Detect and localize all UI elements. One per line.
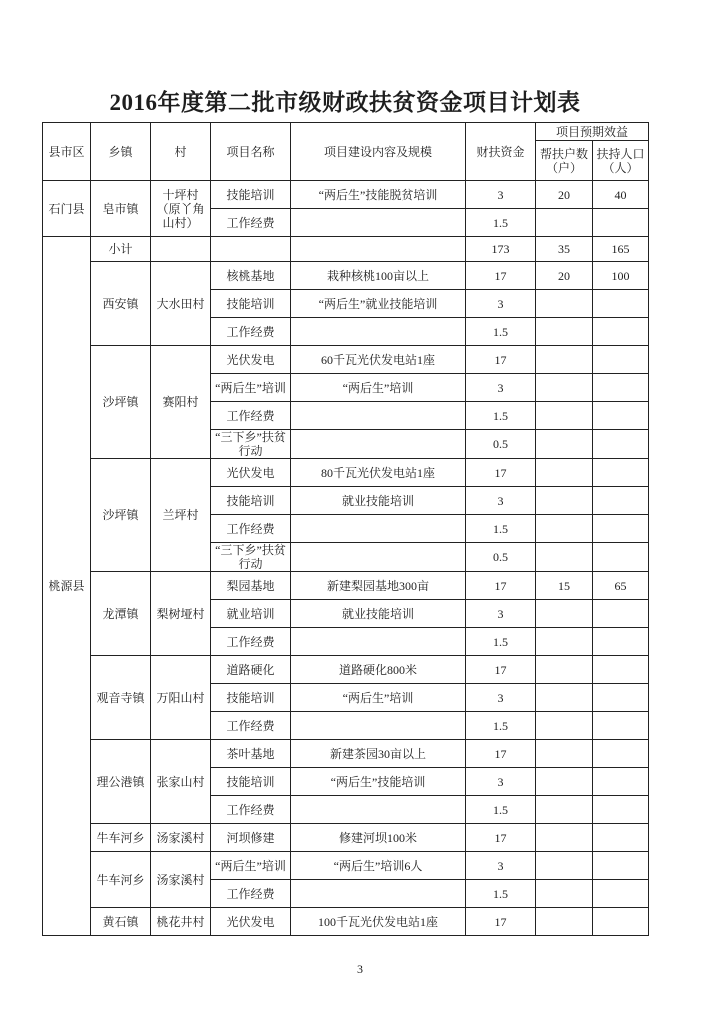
table-row xyxy=(43,459,649,487)
project-content-cell: “两后生”培训 xyxy=(291,684,466,712)
funds-cell: 17 xyxy=(466,908,536,936)
project-content-cell xyxy=(291,515,466,543)
table-row xyxy=(43,740,649,768)
project-content-cell: “两后生”技能培训 xyxy=(291,768,466,796)
project-name-cell: “两后生”培训 xyxy=(211,374,291,402)
funds-cell: 17 xyxy=(466,262,536,290)
project-name-cell: “三下乡”扶贫行动 xyxy=(211,543,291,572)
header-households xyxy=(536,141,593,181)
funds-cell: 1.5 xyxy=(466,402,536,430)
project-content-cell: “两后生”技能脱贫培训 xyxy=(291,181,466,209)
population-cell xyxy=(593,318,649,346)
population-cell xyxy=(593,209,649,237)
population-cell xyxy=(593,908,649,936)
header-town: 乡镇 xyxy=(91,123,151,181)
header-households-unit: （户） xyxy=(545,160,582,175)
project-name-cell: 工作经费 xyxy=(211,628,291,656)
funds-cell: 1.5 xyxy=(466,628,536,656)
population-cell xyxy=(593,515,649,543)
population-cell: 40 xyxy=(593,181,649,209)
town-cell: 牛车河乡 xyxy=(91,824,151,852)
project-name-cell: 工作经费 xyxy=(211,712,291,740)
town-cell: 龙潭镇 xyxy=(91,572,151,656)
project-content-cell: 100千瓦光伏发电站1座 xyxy=(291,908,466,936)
subtotal-project-cell xyxy=(211,237,291,262)
households-cell xyxy=(536,209,593,237)
county-cell: 石门县 xyxy=(43,181,91,237)
town-cell: 观音寺镇 xyxy=(91,656,151,740)
project-content-cell: “两后生”就业技能培训 xyxy=(291,290,466,318)
table-row xyxy=(43,656,649,684)
population-cell xyxy=(593,656,649,684)
households-cell xyxy=(536,824,593,852)
project-name-cell: 核桃基地 xyxy=(211,262,291,290)
funds-cell: 17 xyxy=(466,572,536,600)
households-cell xyxy=(536,712,593,740)
project-content-cell: 道路硬化800米 xyxy=(291,656,466,684)
project-plan-table xyxy=(42,122,649,936)
households-cell: 20 xyxy=(536,181,593,209)
project-name-cell: “三下乡”扶贫行动 xyxy=(211,430,291,459)
funds-cell: 3 xyxy=(466,852,536,880)
table-header xyxy=(43,123,649,181)
subtotal-population: 165 xyxy=(593,237,649,262)
project-content-cell: 栽种核桃100亩以上 xyxy=(291,262,466,290)
table-row xyxy=(43,181,649,209)
subtotal-label: 小计 xyxy=(91,237,151,262)
project-content-cell xyxy=(291,628,466,656)
project-content-cell: “两后生”培训 xyxy=(291,374,466,402)
households-cell xyxy=(536,402,593,430)
project-content-cell: 新建梨园基地300亩 xyxy=(291,572,466,600)
funds-cell: 3 xyxy=(466,374,536,402)
households-cell xyxy=(536,515,593,543)
population-cell xyxy=(593,880,649,908)
project-name-cell: 工作经费 xyxy=(211,402,291,430)
population-cell xyxy=(593,543,649,572)
project-name-cell: 茶叶基地 xyxy=(211,740,291,768)
households-cell: 20 xyxy=(536,262,593,290)
project-content-cell: 80千瓦光伏发电站1座 xyxy=(291,459,466,487)
funds-cell: 3 xyxy=(466,768,536,796)
population-cell xyxy=(593,459,649,487)
households-cell xyxy=(536,656,593,684)
funds-cell: 3 xyxy=(466,684,536,712)
village-cell: 赛阳村 xyxy=(151,346,211,459)
population-cell xyxy=(593,600,649,628)
project-name-cell: 技能培训 xyxy=(211,290,291,318)
project-content-cell xyxy=(291,430,466,459)
project-content-cell xyxy=(291,318,466,346)
project-content-cell: “两后生”培训6人 xyxy=(291,852,466,880)
town-cell: 沙坪镇 xyxy=(91,459,151,572)
header-households-label: 帮扶户数 xyxy=(539,146,588,161)
project-content-cell: 就业技能培训 xyxy=(291,600,466,628)
funds-cell: 3 xyxy=(466,600,536,628)
table-row xyxy=(43,852,649,880)
funds-cell: 17 xyxy=(466,459,536,487)
project-name-cell: 就业培训 xyxy=(211,600,291,628)
project-name-cell: 光伏发电 xyxy=(211,908,291,936)
village-cell: 汤家溪村 xyxy=(151,824,211,852)
project-content-cell xyxy=(291,712,466,740)
project-name-cell: 工作经费 xyxy=(211,796,291,824)
households-cell xyxy=(536,600,593,628)
population-cell xyxy=(593,824,649,852)
table-row xyxy=(43,346,649,374)
population-cell xyxy=(593,374,649,402)
funds-cell: 1.5 xyxy=(466,796,536,824)
project-name-cell: 工作经费 xyxy=(211,209,291,237)
table-body xyxy=(43,181,649,936)
population-cell xyxy=(593,487,649,515)
header-project-name: 项目名称 xyxy=(211,123,291,181)
project-name-cell: 工作经费 xyxy=(211,880,291,908)
households-cell xyxy=(536,543,593,572)
village-cell: 梨树垭村 xyxy=(151,572,211,656)
header-content: 项目建设内容及规模 xyxy=(291,123,466,181)
households-cell: 15 xyxy=(536,572,593,600)
village-cell: 桃花井村 xyxy=(151,908,211,936)
households-cell xyxy=(536,346,593,374)
header-population-label: 扶持人口 xyxy=(596,146,645,161)
population-cell: 100 xyxy=(593,262,649,290)
village-cell: 十坪村（原丫角山村） xyxy=(151,181,211,237)
funds-cell: 1.5 xyxy=(466,712,536,740)
project-content-cell xyxy=(291,880,466,908)
header-expected-benefit: 项目预期效益 xyxy=(536,123,649,141)
households-cell xyxy=(536,908,593,936)
funds-cell: 17 xyxy=(466,656,536,684)
funds-cell: 1.5 xyxy=(466,318,536,346)
households-cell xyxy=(536,852,593,880)
town-cell: 黄石镇 xyxy=(91,908,151,936)
header-population-unit: （人） xyxy=(602,160,639,175)
header-county: 县市区 xyxy=(43,123,91,181)
project-content-cell: 60千瓦光伏发电站1座 xyxy=(291,346,466,374)
population-cell xyxy=(593,852,649,880)
table-row xyxy=(43,572,649,600)
header-funds: 财扶资金 xyxy=(466,123,536,181)
population-cell xyxy=(593,290,649,318)
table-row xyxy=(43,262,649,290)
project-name-cell: 技能培训 xyxy=(211,487,291,515)
funds-cell: 1.5 xyxy=(466,209,536,237)
households-cell xyxy=(536,740,593,768)
project-content-cell xyxy=(291,209,466,237)
population-cell xyxy=(593,796,649,824)
funds-cell: 1.5 xyxy=(466,880,536,908)
project-content-cell xyxy=(291,796,466,824)
population-cell: 65 xyxy=(593,572,649,600)
subtotal-content-cell xyxy=(291,237,466,262)
population-cell xyxy=(593,346,649,374)
project-name-cell: “两后生”培训 xyxy=(211,852,291,880)
village-cell: 万阳山村 xyxy=(151,656,211,740)
funds-cell: 0.5 xyxy=(466,543,536,572)
header-village: 村 xyxy=(151,123,211,181)
project-name-cell: 梨园基地 xyxy=(211,572,291,600)
project-content-cell: 就业技能培训 xyxy=(291,487,466,515)
population-cell xyxy=(593,740,649,768)
project-name-cell: 光伏发电 xyxy=(211,346,291,374)
page-title: 2016年度第二批市级财政扶贫资金项目计划表 xyxy=(109,90,581,115)
subtotal-village-cell xyxy=(151,237,211,262)
header-row xyxy=(43,123,649,141)
village-cell: 兰坪村 xyxy=(151,459,211,572)
funds-cell: 3 xyxy=(466,181,536,209)
funds-cell: 3 xyxy=(466,290,536,318)
households-cell xyxy=(536,430,593,459)
funds-cell: 17 xyxy=(466,740,536,768)
table-row xyxy=(43,824,649,852)
town-cell: 理公港镇 xyxy=(91,740,151,824)
households-cell xyxy=(536,880,593,908)
funds-cell: 17 xyxy=(466,346,536,374)
subtotal-row xyxy=(43,237,649,262)
households-cell xyxy=(536,768,593,796)
project-name-cell: 技能培训 xyxy=(211,684,291,712)
households-cell xyxy=(536,628,593,656)
town-cell: 西安镇 xyxy=(91,262,151,346)
project-name-cell: 工作经费 xyxy=(211,318,291,346)
header-population xyxy=(593,141,649,181)
project-content-cell: 新建茶园30亩以上 xyxy=(291,740,466,768)
town-cell: 牛车河乡 xyxy=(91,852,151,908)
project-name-cell: 道路硬化 xyxy=(211,656,291,684)
population-cell xyxy=(593,768,649,796)
population-cell xyxy=(593,712,649,740)
households-cell xyxy=(536,374,593,402)
households-cell xyxy=(536,796,593,824)
subtotal-funds: 173 xyxy=(466,237,536,262)
page-number: 3 xyxy=(357,962,363,976)
households-cell xyxy=(536,459,593,487)
project-name-cell: 光伏发电 xyxy=(211,459,291,487)
households-cell xyxy=(536,487,593,515)
village-cell: 汤家溪村 xyxy=(151,852,211,908)
funds-cell: 0.5 xyxy=(466,430,536,459)
project-name-cell: 河坝修建 xyxy=(211,824,291,852)
households-cell xyxy=(536,684,593,712)
town-cell: 沙坪镇 xyxy=(91,346,151,459)
project-content-cell xyxy=(291,402,466,430)
project-name-cell: 技能培训 xyxy=(211,181,291,209)
village-cell: 大水田村 xyxy=(151,262,211,346)
table-row xyxy=(43,908,649,936)
households-cell xyxy=(536,290,593,318)
project-name-cell: 技能培训 xyxy=(211,768,291,796)
town-cell: 皂市镇 xyxy=(91,181,151,237)
village-cell: 张家山村 xyxy=(151,740,211,824)
project-name-cell: 工作经费 xyxy=(211,515,291,543)
funds-cell: 1.5 xyxy=(466,515,536,543)
population-cell xyxy=(593,684,649,712)
population-cell xyxy=(593,402,649,430)
project-content-cell: 修建河坝100米 xyxy=(291,824,466,852)
subtotal-households: 35 xyxy=(536,237,593,262)
funds-cell: 17 xyxy=(466,824,536,852)
population-cell xyxy=(593,430,649,459)
population-cell xyxy=(593,628,649,656)
project-content-cell xyxy=(291,543,466,572)
funds-cell: 3 xyxy=(466,487,536,515)
households-cell xyxy=(536,318,593,346)
county-cell: 桃源县 xyxy=(43,237,91,936)
